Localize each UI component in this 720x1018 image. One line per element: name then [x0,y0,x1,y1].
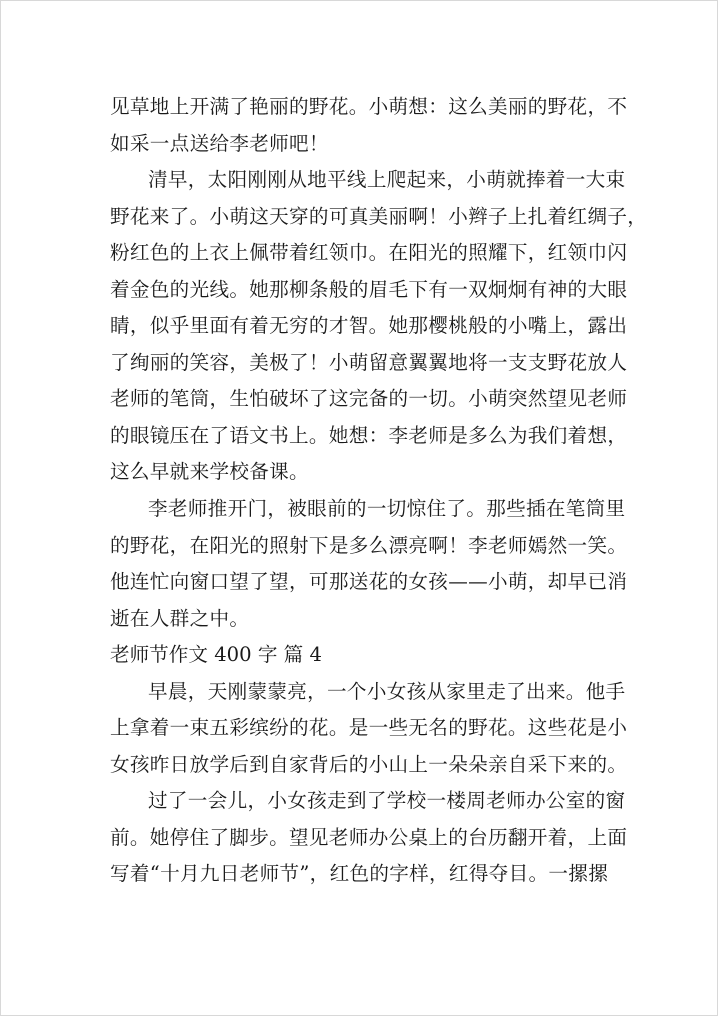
section-heading: 老师节作文 400 字 篇 4 [110,643,322,667]
text-line: 写着“十月九日老师节”，红色的字样，红得夺目。一摞摞 [110,862,609,886]
text-line: 他连忙向窗口望了望，可那送花的女孩——小萌，却早已消 [110,570,628,594]
text-line: 了绚丽的笑容，美极了！小萌留意翼翼地将一支支野花放人 [110,350,628,374]
text-line: 的眼镜压在了语文书上。她想：李老师是多么为我们着想， [110,423,628,447]
paragraph-start-line: 早晨，天刚蒙蒙亮，一个小女孩从家里走了出来。他手 [148,679,626,703]
text-line: 老师的笔筒，生怕破坏了这完备的一切。小萌突然望见老师 [110,387,628,411]
text-line: 睛，似乎里面有着无穷的才智。她那樱桃般的小嘴上，露出 [110,314,628,338]
text-line: 着金色的光线。她那柳条般的眉毛下有一双炯炯有神的大眼 [110,277,628,301]
text-line: 前。她停住了脚步。望见老师办公桌上的台历翻开着，上面 [110,825,628,849]
text-line: 的野花，在阳光的照射下是多么漂亮啊！李老师嫣然一笑。 [110,533,628,557]
paragraph-start-line: 过了一会儿，小女孩走到了学校一楼周老师办公室的窗 [148,789,626,813]
text-line: 逝在人群之中。 [110,606,250,630]
text-line: 这么早就来学校备课。 [110,460,309,484]
text-line: 粉红色的上衣上佩带着红领巾。在阳光的照耀下，红领巾闪 [110,241,628,265]
text-line: 上拿着一束五彩缤纷的花。是一些无名的野花。这些花是小 [110,716,628,740]
paragraph-start-line: 清早，太阳刚刚从地平线上爬起来，小萌就捧着一大束 [148,168,626,192]
document-body [110,89,648,893]
text-line: 如采一点送给李老师吧！ [110,131,329,155]
text-line: 野花来了。小萌这天穿的可真美丽啊！小辫子上扎着红绸子， [110,204,648,228]
text-line: 见草地上开满了艳丽的野花。小萌想：这么美丽的野花，不 [110,95,628,118]
text-line: 女孩昨日放学后到自家背后的小山上一朵朵亲自采下来的。 [110,752,628,776]
paragraph-start-line: 李老师推开门，被眼前的一切惊住了。那些插在笔筒里 [148,497,626,521]
